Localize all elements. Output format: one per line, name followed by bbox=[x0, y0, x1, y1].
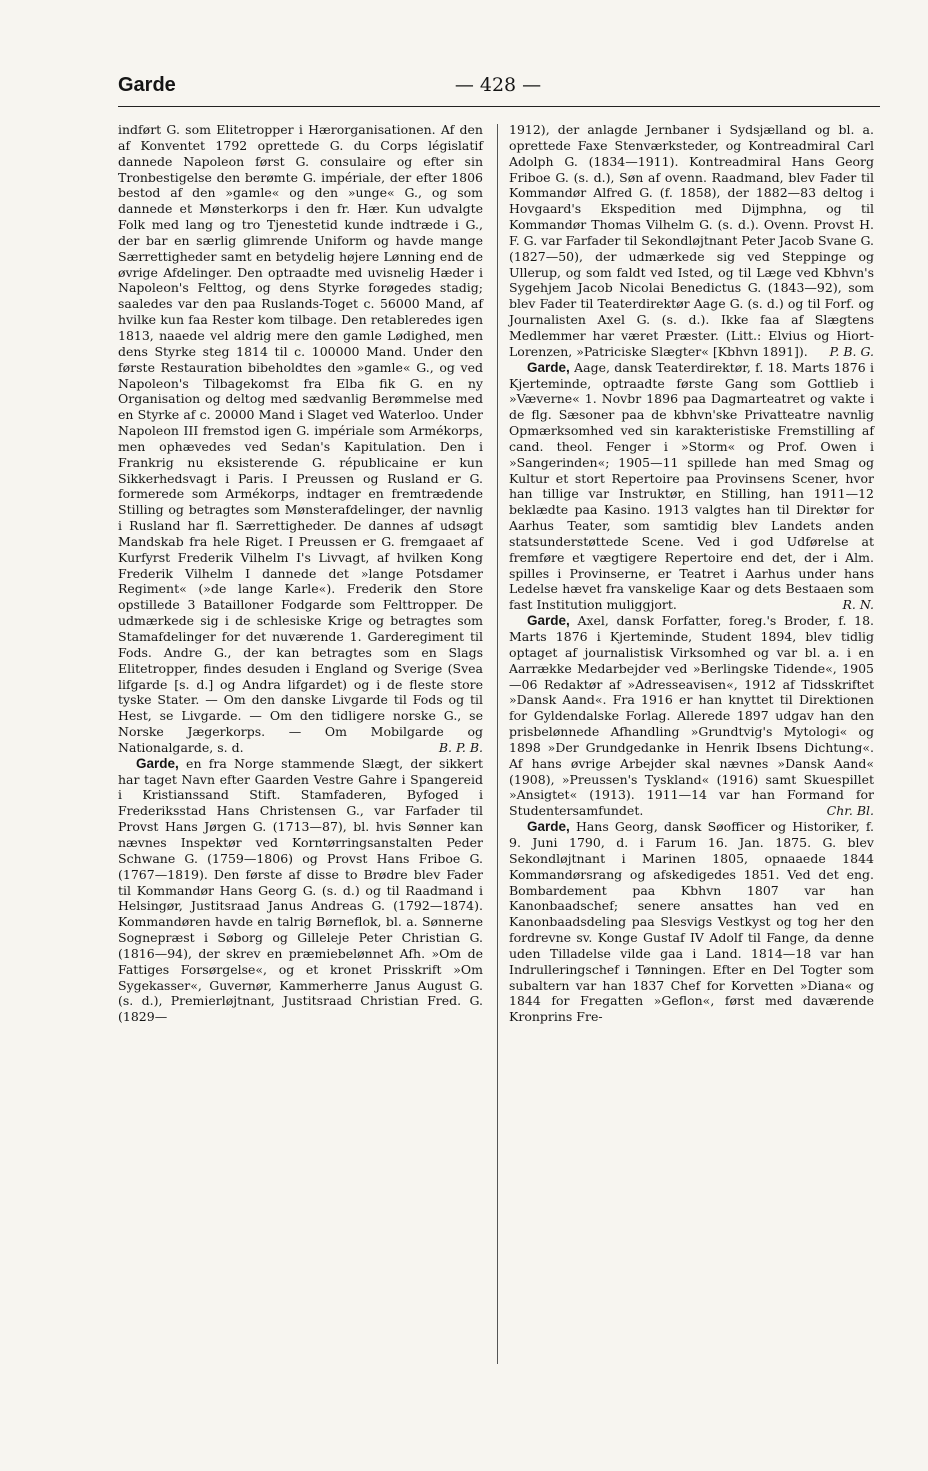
column-divider bbox=[497, 124, 498, 1364]
paragraph bbox=[118, 122, 483, 756]
paragraph-text: 1912), der anlagde Jernbaner i Sydsjælland og bl. a. oprettede Faxe Stenværksteder, og Kontreadmiral Carl Adolph G. (1834—1911). Kontreadmiral Hans Georg Friboe G. (s. d.), Søn af ovenn. Raadmand, blev Fader til Kommandør Alfred G. (f. 1858), der 1882—83 deltog i Hovgaard's Ekspedition med Dijmphna, og til Kommandør Thomas Vilhelm G. (s. d.). Ovenn. Provst H. F. G. var Farfader til Sekondløjtnant Peter Jacob Svane G. (1827—50), der udmærkede sig ved Steppinge og Ullerup, og som faldt ved Isted, og til Læge ved Kbhvn's Sygehjem Jacob Nicolai Benedictus G. (1843—92), som blev Fader til Teaterdirektør Aage G. (s. d.) og til Forf. og Journalisten Axel G. (s. d.). Ikke faa af Slægtens Medlemmer har været Præster. (Litt.: Elvius og Hiort-Lorenzen, »Patriciske Slægter« [Kbhvn 1891]). bbox=[509, 122, 874, 359]
running-header bbox=[118, 74, 878, 104]
entry-text: Hans Georg, dansk Søofficer og Historiker, f. 9. Juni 1790, d. i Farum 16. Jan. 1875. G. blev Sekondløjtnant i Marinen 1805, opnaaede 1844 Kommandørsrang og afskedigedes 1851. Ved det eng. Bombardement paa Kbhvn 1807 var han Kanonbaadschef; senere ansattes han ved en Kanonbaadsdeling paa Slesvigs Vestkyst og tog her den fordrevne sv. Konge Gustaf IV Adolf til Fange, da denne uden Tilladelse vilde gaa i Land. 1814—18 var han Indrulleringschef i Tønningen. Efter en Del Togter som subaltern var han 1837 Chef for Korvetten »Diana« og 1844 for Fregatten »Geflon«, først med daværende Kronprins Fre- bbox=[509, 819, 874, 1025]
author-signature: P. B. G. bbox=[829, 343, 874, 359]
author-signature: R. N. bbox=[842, 597, 874, 613]
entry-headword: Garde, bbox=[527, 819, 570, 835]
entry-garde-axel bbox=[509, 613, 874, 819]
entry-headword: Garde, bbox=[136, 755, 179, 771]
entry-text: Aage, dansk Teaterdirektør, f. 18. Marts 1876 i Kjerteminde, optraadte første Gang som Gottlieb i »Væverne« 1. Novbr 1896 paa Dagmarteatret og vakte i de flg. Sæsoner paa de kbhvn'ske Privatteatre navnlig Opmærksomhed ved sin karakteristiske Fremstilling af cand. theol. Fenger i »Storm« og Prof. Owen i »Sangerinden«; 1905—11 spillede han med Smag og Kultur et stort Repertoire paa Provinsens Scener, hvor han tillige var Instruktør, en Stilling, han 1911—12 beklædte paa Kasino. 1913 valgtes han til Direktør for Aarhus Teater, som samtidig blev Landets anden statsunderstøttede Scene. Ved i god Udførelse at fremføre et vægtigere Repertoire end det, der i Alm. spilles i Provinserne, er Teatret i Aarhus under hans Ledelse hævet fra vanskelige Kaar og dets Bestaaen som fast Institution muliggjort. bbox=[509, 359, 874, 613]
paragraph-text: indført G. som Elitetropper i Hærorganisationen. Af den af Konventet 1792 oprettede G. du Corps législatif dannede Napoleon først G. consulaire og efter sin Tronbestigelse den berømte G. impériale, der efter 1806 bestod af den »gamle« og den »unge« G., og som dannede et Mønsterkorps i den fr. Hær. Kun udvalgte Folk med lang og tro Tjenestetid kunde indtræde i G., der bar en særlig glimrende Uniform og havde mange Særrettigheder samt en betydelig højere Lønning end de øvrige Afdelinger. Den optraadte med uvisnelig Hæder i Napoleon's Felttog, og dens Styrke forøgedes stadig; saaledes var den paa Ruslands-Toget c. 56000 Mand, af hvilke kun faa Rester kom tilbage. Den retableredes igen 1813, naaede vel aldrig mere den gamle Lødighed, men dens Styrke steg 1814 til c. 100000 Mand. Under den første Restauration bibeholdtes den »gamle« G., og ved Napoleon's Tilbagekomst fra Elba fik G. en ny Organisation og deltog med sædvanlig Berømmelse med en Styrke af c. 20000 Mand i Slaget ved Waterloo. Under Napoleon III fremstod igen G. impériale som Armékorps, men ophævedes ved Sedan's Kapitulation. Den i Frankrig nu eksisterende G. républicaine er kun Sikkerhedsvagt i Paris. I Preussen og Rusland er G. formerede som Armékorps, indtager en fremtrædende Stilling og betragtes som Mønsterafdelinger, der navnlig i Rusland har fl. Særrettigheder. De dannes af udsøgt Mandskab fra hele Riget. I Preussen er G. fremgaaet af Kurfyrst Frederik Vilhelm I's Livvagt, af hvilken Kong Frederik Vilhelm I dannede det »lange Potsdamer Regiment« (»de lange Karle«). Frederik den Store opstillede 3 Batailloner Fodgarde som Felttropper. De udmærkede sig i de schlesiske Krige og betragtes som Stamafdelinger for det nuværende 1. Garderegiment til Fods. Andre G., der kan betragtes som en Slags Elitetropper, findes desuden i England og Sverige (Svea lifgarde [s. d.] og Andra lifgardet) og i de fleste store tyske Stater. — Om den danske Livgarde til Fods og til Hest, se Livgarde. — Om den tidligere norske G., se Norske Jægerkorps. — Om Mobilgarde og Nationalgarde, s. d. bbox=[118, 122, 483, 755]
paragraph bbox=[509, 122, 874, 360]
entry-headword: Garde, bbox=[527, 613, 570, 629]
author-signature: Chr. Bl. bbox=[826, 803, 874, 819]
entry-headword: Garde, bbox=[527, 359, 570, 375]
left-column bbox=[118, 122, 483, 1025]
running-headword: Garde bbox=[118, 74, 176, 96]
entry-garde-hans-georg bbox=[509, 819, 874, 1025]
entry-text: Axel, dansk Forfatter, foreg.'s Broder, f. 18. Marts 1876 i Kjerteminde, Student 1894, blev tidlig optaget af journalistisk Virksomhed og var bl. a. i en Aarrække Medarbejder ved »Berlingske Tidende«, 1905—06 Redaktør af »Adresseavisen«, 1912 af Tidsskriftet »Dansk Aand«. Fra 1916 er han knyttet til Direktionen for Gyldendalske Forlag. Allerede 1897 udgav han den prisbelønnede Afhandling »Grundtvig's Mytologi« og 1898 »Der Grundgedanke in Henrik Ibsens Dichtung«. Af hans øvrige Arbejder skal nævnes »Dansk Aand« (1908), »Preussen's Tyskland« (1916) samt Skuespillet »Ansigtet« (1913). 1911—14 var han Formand for Studentersamfundet. bbox=[509, 613, 874, 819]
entry-text: en fra Norge stammende Slægt, der sikkert har taget Navn efter Gaarden Vestre Gahre i Spangereid i Kristianssand Stift. Stamfaderen, Byfoged i Frederiksstad Hans Christensen G., var Farfader til Provst Hans Jørgen G. (1713—87), bl. hvis Sønner kan nævnes Inspektør ved Korntørringsanstalten Peder Schwane G. (1759—1806) og Provst Hans Friboe G. (1767—1819). Den første af disse to Brødre blev Fader til Kommandør Hans Georg G. (s. d.) og til Raadmand i Helsingør, Justitsraad Janus Andreas G. (1792—1874). Kommandøren havde en talrig Børneflok, bl. a. Sønnerne Sognepræst i Søborg og Gilleleje Peter Christian G. (1816—94), der skrev en præmiebelønnet Afh. »Om de Fattiges Forsørgelse«, og et kronet Prisskrift »Om Sygekasser«, Guvernør, Kammerherre Janus August G. (s. d.), Premierløjtnant, Justitsraad Christian Fred. G. (1829— bbox=[118, 755, 483, 1025]
page-number: — 428 — bbox=[454, 74, 542, 96]
right-column bbox=[509, 122, 874, 1025]
header-rule bbox=[118, 106, 880, 107]
author-signature: B. P. B. bbox=[438, 739, 483, 755]
entry-garde-family bbox=[118, 756, 483, 1025]
entry-garde-aage bbox=[509, 360, 874, 614]
